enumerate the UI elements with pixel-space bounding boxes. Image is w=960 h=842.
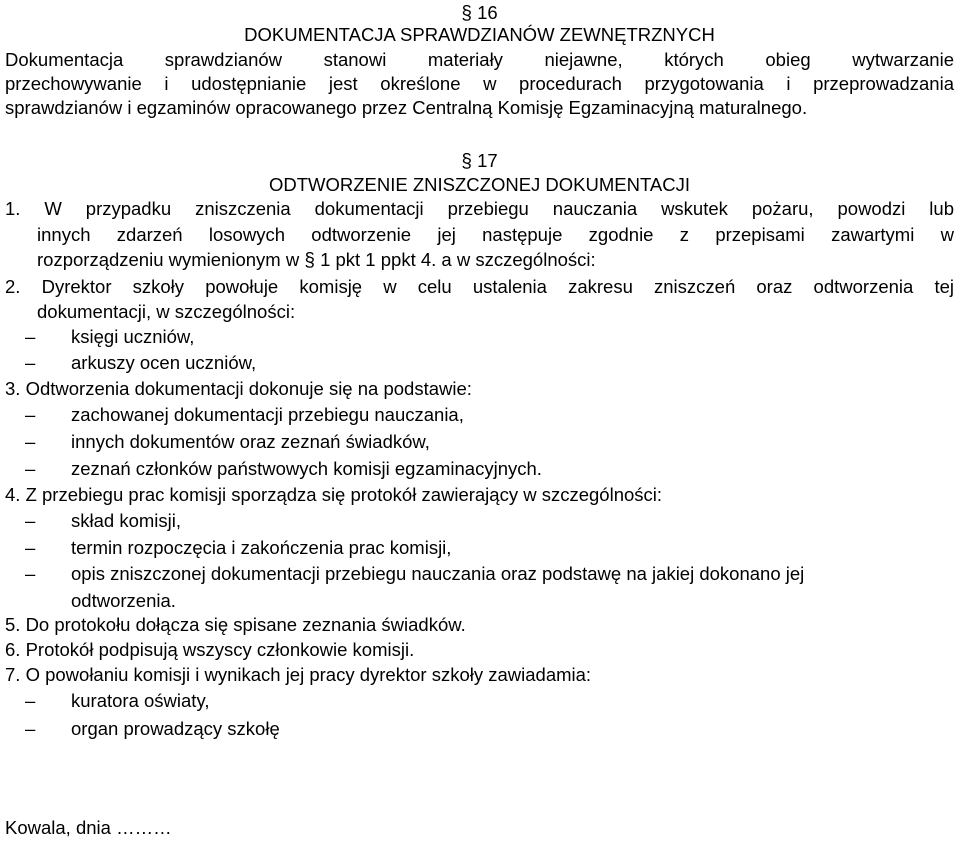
item-1-line-3-text-a: rozporządzeniu wymienionym w — [37, 249, 300, 270]
section-17-heading — [5, 150, 954, 173]
section-16-paragraph-line-3: sprawdzianów i egzaminów opracowanego przez Centralną Komisję Egzaminacyjną maturalnego. — [5, 97, 808, 118]
item-2-line-2: dokumentacji, w szczególności: — [37, 301, 296, 322]
list-item: – innych dokumentów oraz zeznań świadków, — [25, 431, 430, 452]
dash-bullet: – — [25, 537, 36, 558]
list-item: – skład komisji, — [25, 510, 181, 531]
dash-bullet: – — [25, 431, 36, 452]
item-1-line-1: 1. W przypadku zniszczenia dokumentacji przebiegu nauczania wskutek pożaru, powodzi lub — [5, 198, 954, 219]
item-1-line-2: innych zdarzeń losowych odtworzenie jej następuje zgodnie z przepisami zawartymi w — [37, 224, 954, 245]
dash-bullet: – — [25, 458, 36, 479]
list-item: – zeznań członków państwowych komisji egzaminacyjnych. — [25, 458, 542, 479]
item-1-line-3-text-b: 1 pkt 1 ppkt 4. a w szczególności: — [320, 249, 596, 270]
dash-bullet: – — [25, 510, 36, 531]
list-item: – arkuszy ocen uczniów, — [25, 352, 257, 373]
item-3-line-1: 3. Odtworzenia dokumentacji dokonuje się na podstawie: — [5, 378, 472, 399]
item-2-line-1: 2. Dyrektor szkoły powołuje komisję w celu ustalenia zakresu zniszczeń oraz odtworzenia tej — [5, 276, 954, 297]
item-6: 6. Protokół podpisują wszyscy członkowie komisji. — [5, 639, 415, 660]
item-4-line-1: 4. Z przebiegu prac komisji sporządza się protokół zawierający w szczególności: — [5, 484, 663, 505]
item-5: 5. Do protokołu dołącza się spisane zeznania świadków. — [5, 614, 466, 635]
list-item: – termin rozpoczęcia i zakończenia prac komisji, — [25, 537, 452, 558]
paragraph-symbol: § — [304, 250, 315, 271]
section-16-paragraph-line-1: Dokumentacja sprawdzianów stanowi materiały niejawne, których obieg wytwarzanie — [5, 49, 954, 70]
section-16-paragraph-line-2: przechowywanie i udostępnianie jest określone w procedurach przygotowania i przeprowadzania — [5, 73, 954, 94]
dash-bullet: – — [25, 326, 36, 347]
list-item: – kuratora oświaty, — [25, 690, 210, 711]
list-item-continuation: odtworzenia. — [71, 590, 176, 611]
paragraph-symbol: § — [461, 151, 472, 172]
section-17-number: 17 — [477, 150, 498, 171]
section-16-number: 16 — [477, 2, 498, 23]
list-item: – organ prowadzący szkołę — [25, 718, 280, 739]
section-17-title: ODTWORZENIE ZNISZCZONEJ DOKUMENTACJI — [268, 174, 691, 195]
dash-bullet: – — [25, 404, 36, 425]
section-16-title: DOKUMENTACJA SPRAWDZIANÓW ZEWNĘTRZNYCH — [244, 24, 715, 45]
dash-bullet: – — [25, 352, 36, 373]
item-1-line-3 — [37, 249, 954, 272]
place-date: Kowala, dnia ……… — [5, 817, 172, 838]
paragraph-symbol: § — [461, 3, 472, 24]
list-item: – księgi uczniów, — [25, 326, 195, 347]
dash-bullet: – — [25, 718, 36, 739]
section-16-heading — [5, 2, 954, 25]
item-7-line-1: 7. O powołaniu komisji i wynikach jej pracy dyrektor szkoły zawiadamia: — [5, 664, 592, 685]
dash-bullet: – — [25, 563, 36, 584]
dash-bullet: – — [25, 690, 36, 711]
list-item: – opis zniszczonej dokumentacji przebiegu nauczania oraz podstawę na jakiej dokonano jej — [25, 563, 805, 584]
list-item: – zachowanej dokumentacji przebiegu nauczania, — [25, 404, 464, 425]
